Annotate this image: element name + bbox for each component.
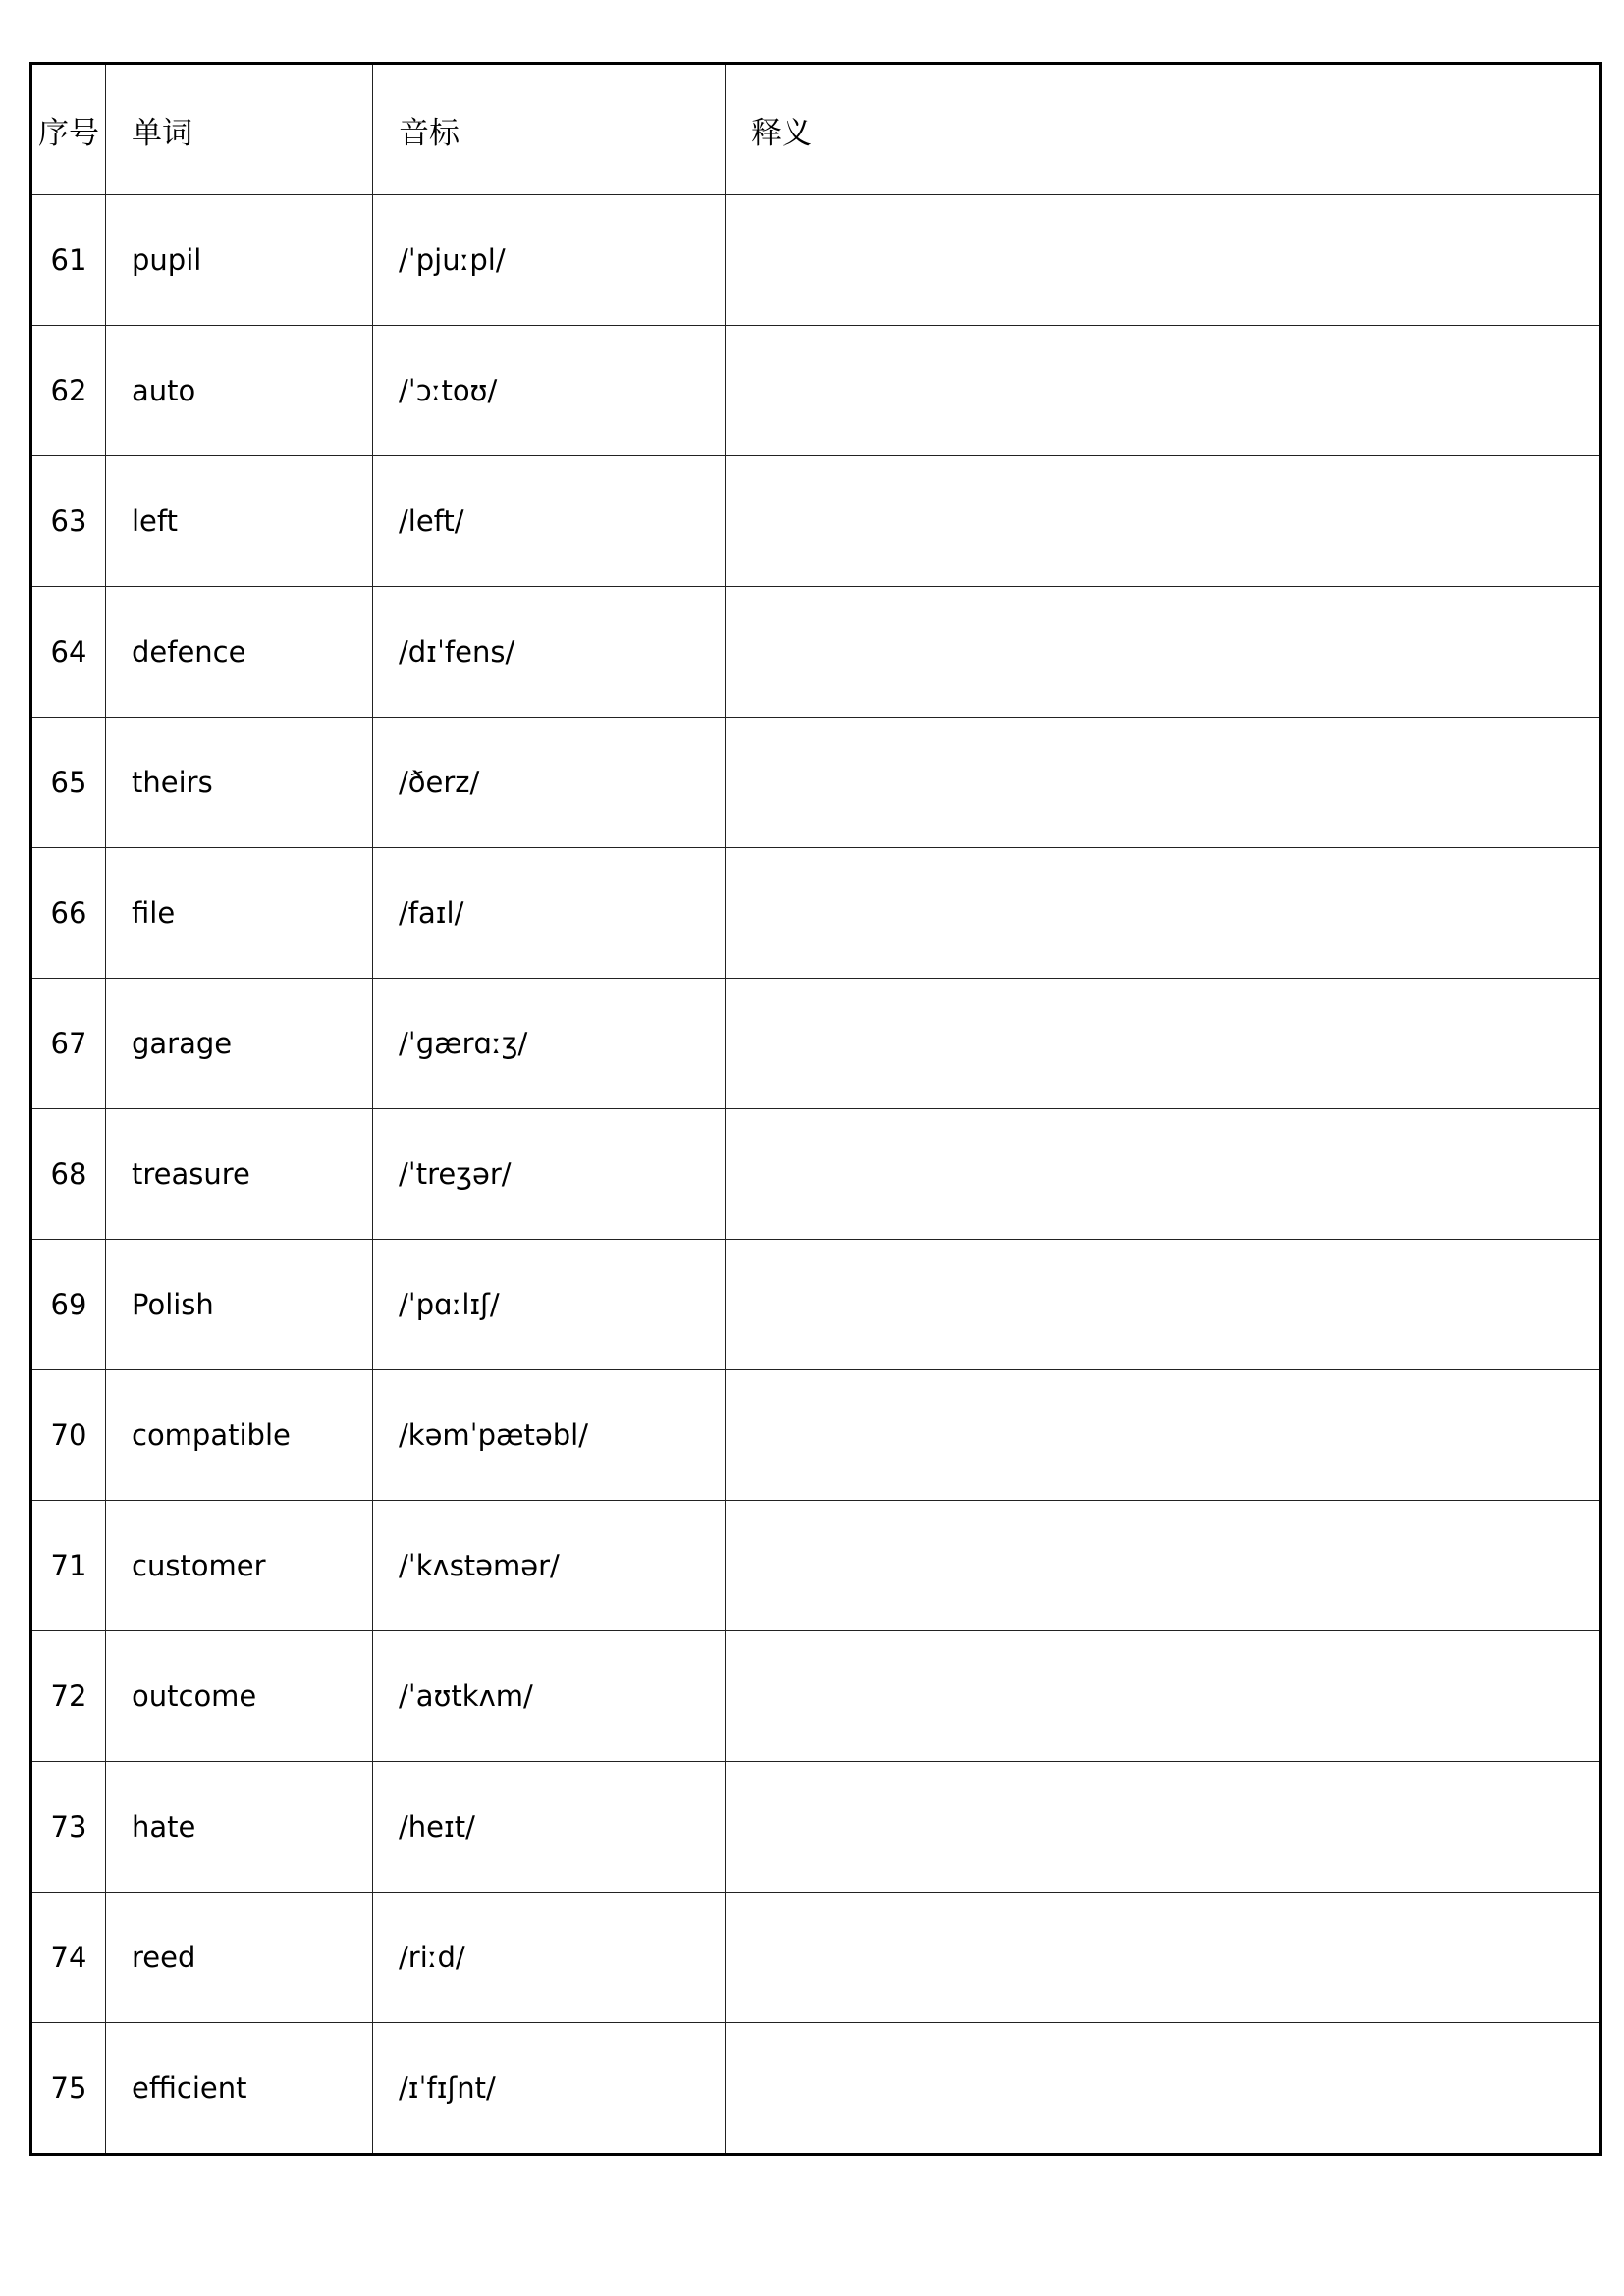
table-row — [31, 2023, 1601, 2155]
table-row — [31, 1240, 1601, 1370]
row-number: 61 — [31, 195, 106, 326]
row-number: 72 — [31, 1631, 106, 1762]
row-word: compatible — [106, 1370, 373, 1501]
row-definition — [726, 456, 1601, 587]
row-definition — [726, 718, 1601, 848]
row-definition — [726, 1109, 1601, 1240]
row-word: garage — [106, 979, 373, 1109]
row-number: 63 — [31, 456, 106, 587]
row-definition — [726, 326, 1601, 456]
row-phonetic: /ˈɡærɑːʒ/ — [373, 979, 726, 1109]
row-definition — [726, 848, 1601, 979]
row-definition — [726, 1631, 1601, 1762]
table-row — [31, 587, 1601, 718]
row-number: 70 — [31, 1370, 106, 1501]
table-row — [31, 848, 1601, 979]
row-word: pupil — [106, 195, 373, 326]
row-definition — [726, 587, 1601, 718]
row-definition — [726, 1240, 1601, 1370]
row-definition — [726, 1370, 1601, 1501]
table-row — [31, 326, 1601, 456]
row-phonetic: /ɪˈfɪʃnt/ — [373, 2023, 726, 2155]
row-number: 69 — [31, 1240, 106, 1370]
row-word: outcome — [106, 1631, 373, 1762]
row-word: theirs — [106, 718, 373, 848]
row-word: reed — [106, 1893, 373, 2023]
row-word: customer — [106, 1501, 373, 1631]
row-phonetic: /dɪˈfens/ — [373, 587, 726, 718]
row-phonetic: /left/ — [373, 456, 726, 587]
table-row — [31, 1109, 1601, 1240]
table-header — [31, 64, 1601, 195]
row-definition — [726, 1501, 1601, 1631]
row-phonetic: /ˈkʌstəmər/ — [373, 1501, 726, 1631]
header-number: 序号 — [31, 64, 106, 195]
row-phonetic: /ˈpɑːlɪʃ/ — [373, 1240, 726, 1370]
row-phonetic: /heɪt/ — [373, 1762, 726, 1893]
row-word: left — [106, 456, 373, 587]
row-definition — [726, 979, 1601, 1109]
row-phonetic: /ˈtreʒər/ — [373, 1109, 726, 1240]
row-definition — [726, 1893, 1601, 2023]
header-word: 单词 — [106, 64, 373, 195]
table-row — [31, 1370, 1601, 1501]
table-row — [31, 718, 1601, 848]
row-number: 64 — [31, 587, 106, 718]
vocabulary-table — [29, 62, 1602, 2156]
row-number: 73 — [31, 1762, 106, 1893]
row-word: auto — [106, 326, 373, 456]
row-number: 67 — [31, 979, 106, 1109]
table-row — [31, 1762, 1601, 1893]
row-phonetic: /ˈɔːtoʊ/ — [373, 326, 726, 456]
table-row — [31, 1501, 1601, 1631]
table-row — [31, 1631, 1601, 1762]
table-row — [31, 979, 1601, 1109]
row-number: 75 — [31, 2023, 106, 2155]
row-phonetic: /ˈaʊtkʌm/ — [373, 1631, 726, 1762]
row-phonetic: /ˈpjuːpl/ — [373, 195, 726, 326]
row-word: file — [106, 848, 373, 979]
row-phonetic: /ðerz/ — [373, 718, 726, 848]
row-phonetic: /faɪl/ — [373, 848, 726, 979]
header-row — [31, 64, 1601, 195]
row-word: treasure — [106, 1109, 373, 1240]
header-phonetic: 音标 — [373, 64, 726, 195]
row-number: 62 — [31, 326, 106, 456]
row-word: efficient — [106, 2023, 373, 2155]
table-row — [31, 195, 1601, 326]
row-word: Polish — [106, 1240, 373, 1370]
row-word: hate — [106, 1762, 373, 1893]
table-row — [31, 1893, 1601, 2023]
row-definition — [726, 1762, 1601, 1893]
row-phonetic: /riːd/ — [373, 1893, 726, 2023]
row-definition — [726, 195, 1601, 326]
table-body — [31, 195, 1601, 2155]
row-number: 74 — [31, 1893, 106, 2023]
table-row — [31, 456, 1601, 587]
row-number: 65 — [31, 718, 106, 848]
row-phonetic: /kəmˈpætəbl/ — [373, 1370, 726, 1501]
row-number: 66 — [31, 848, 106, 979]
row-definition — [726, 2023, 1601, 2155]
row-number: 71 — [31, 1501, 106, 1631]
header-definition: 释义 — [726, 64, 1601, 195]
row-number: 68 — [31, 1109, 106, 1240]
row-word: defence — [106, 587, 373, 718]
